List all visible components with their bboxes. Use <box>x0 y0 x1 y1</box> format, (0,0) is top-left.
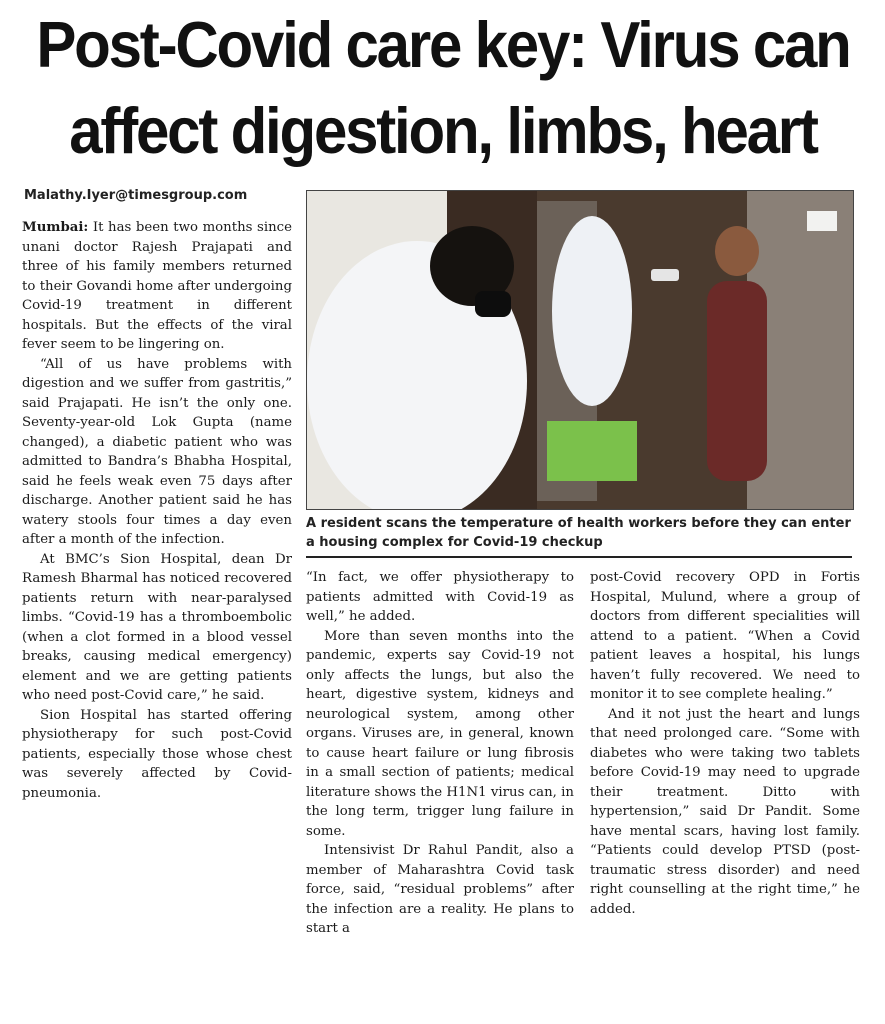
paragraph: And it not just the heart and lungs that need prolonged care. “Some with diabetes who were taking two tablets before Covid-19 may need to upgrade their treatment. Ditto with hypertension,” said Dr Pandit. Some have mental scars, having lost family. “Patients could develop PTSD (post-traumatic stress disorder) and need right counselling at the right time,” he added. <box>590 706 860 917</box>
byline: Malathy.Iyer@timesgroup.com <box>24 188 248 203</box>
divider <box>306 556 852 558</box>
paragraph: At BMC’s Sion Hospital, dean Dr Ramesh Bharmal has noticed recovered patients return with near-paralysed limbs. “Covid-19 has a thromboembolic (when a clot formed in a blood vessel breaks, causing medical emergency) element and we are getting patients who need post-Covid care,” he said. <box>22 551 292 703</box>
paragraph: Intensivist Dr Rahul Pandit, also a member of Maharashtra Covid task force, said, “residual problems” after the infection are a reality. He plans to start a <box>306 843 574 936</box>
article-column-3 <box>590 568 860 1008</box>
photo-caption: A resident scans the temperature of health workers before they can enter a housing complex for Covid-19 checkup <box>306 516 851 550</box>
paragraph <box>22 218 292 355</box>
headline <box>10 2 876 175</box>
thermometer <box>651 269 679 281</box>
resident-dress <box>707 281 767 481</box>
paragraph: “In fact, we offer physiotherapy to patients admitted with Covid-19 as well,” he added. <box>306 570 574 624</box>
switch-board <box>807 211 837 231</box>
second-worker-ppe <box>552 216 632 406</box>
paragraph-text: It has been two months since unani doctor Rajesh Prajapati and three of his family members returned to their Govandi home after undergoing Covid-19 treatment in different hospitals. But the effects of the viral fever seem to be lingering on. <box>22 220 292 352</box>
photo-illustration <box>307 191 853 509</box>
paragraph: post-Covid recovery OPD in Fortis Hospital, Mulund, where a group of doctors from different specialities will attend to a patient. “When a Covid patient leaves a hospital, his lungs haven’t fully recovered. We need to monitor it to see complete healing.” <box>590 570 860 702</box>
headline-line-1: Post-Covid care key: Virus can <box>36 8 850 81</box>
paragraph: Sion Hospital has started offering physiotherapy for such post-Covid patients, especially those whose chest was severely affected by Covid-pneumonia. <box>22 707 292 801</box>
resident-head <box>715 226 759 276</box>
clipboard <box>547 421 637 481</box>
article-column-1 <box>22 218 292 1008</box>
article-column-2 <box>306 568 574 1008</box>
dateline: Mumbai: <box>22 220 89 235</box>
news-photo <box>306 190 854 510</box>
paragraph: “All of us have problems with digestion and we suffer from gastritis,” said Prajapati. He isn’t the only one. Seventy-year-old Lok Gupta (name changed), a diabetic patient who was admitted to Bandra’s Bhabha Hospital, said he feels weak even 75 days after discharge. Another patient said he has watery stools four times a day even after a month of the infection. <box>22 356 292 547</box>
headline-line-2: affect digestion, limbs, heart <box>69 94 817 168</box>
paragraph: More than seven months into the pandemic, experts say Covid-19 not only affects the lungs, but also the heart, digestive system, kidneys and neurological system, among other organs. Viruses are, in general, known to cause heart failure or lung fibrosis in a small section of patients; medical literature shows the H1N1 virus can, in the long term, trigger lung failure in some. <box>306 628 574 839</box>
face-mask <box>475 291 511 317</box>
